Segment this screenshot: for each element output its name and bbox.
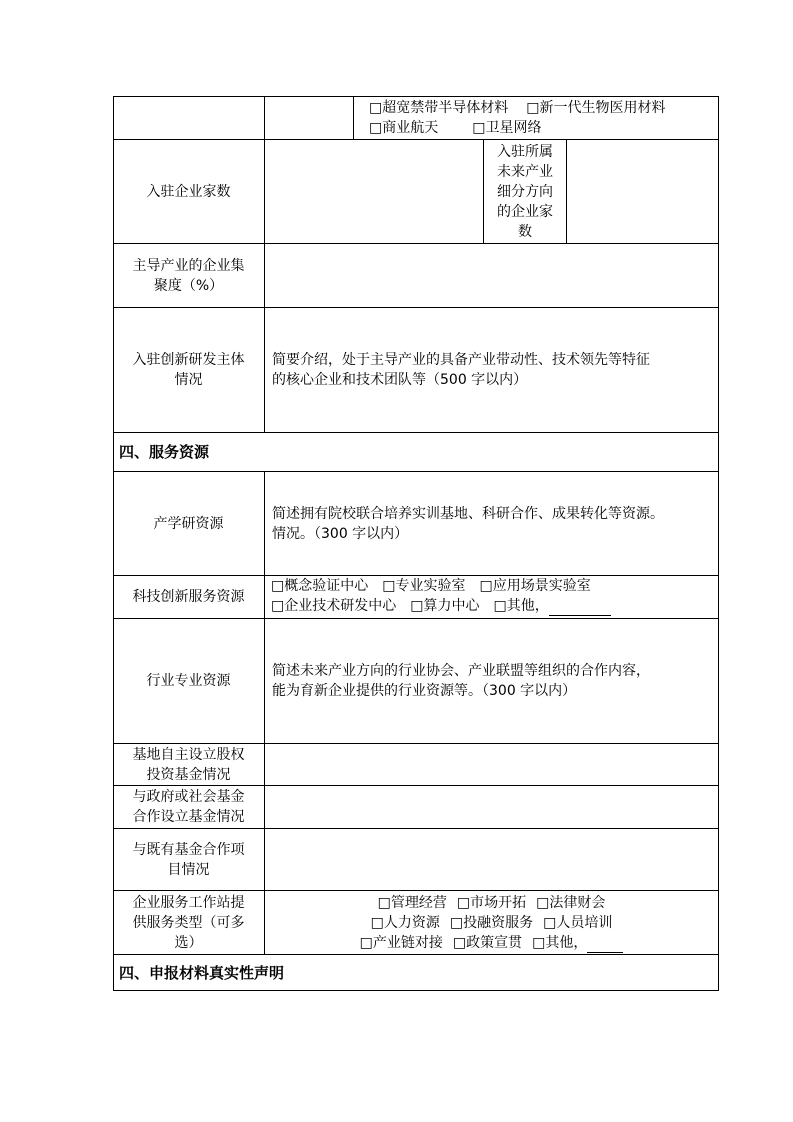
label-line: 与政府或社会基金 <box>132 789 245 805</box>
other-blank-field[interactable] <box>549 601 611 616</box>
existing-fund-label <box>113 829 264 890</box>
option-checkbox[interactable]: □市场开拓 <box>456 894 527 911</box>
option-checkbox[interactable]: □企业技术研发中心 <box>271 598 397 614</box>
other-blank-field[interactable] <box>587 938 623 953</box>
option-checkbox[interactable]: □投融资服务 <box>449 914 534 931</box>
table-border-bottom <box>113 990 719 991</box>
label-line: 主导产业的企业集 <box>132 257 245 274</box>
label-line: 投资基金情况 <box>146 766 231 783</box>
label-line: 的企业家 <box>497 203 553 220</box>
tech-service-options <box>265 576 718 618</box>
label-line: 目情况 <box>167 861 210 878</box>
concentration-field[interactable] <box>265 244 718 307</box>
iur-resources-label: 产学研资源 <box>153 515 224 532</box>
hint-text: 能为育新企业提供的行业资源等。（300 字以内） <box>272 683 577 699</box>
section-header-declaration: 四、申报材料真实性声明 <box>119 963 285 982</box>
hint-text: 简述未来产业方向的行业协会、产业联盟等组织的合作内容， <box>272 663 650 679</box>
tech-service-label: 科技创新服务资源 <box>132 589 245 605</box>
industry-resources-field[interactable] <box>265 619 718 743</box>
service-station-label <box>113 891 264 954</box>
option-checkbox[interactable]: □商业航天 <box>369 120 439 136</box>
label-line: 入驻所属 <box>497 143 553 160</box>
option-checkbox[interactable]: □人员培训 <box>543 914 613 931</box>
option-checkbox[interactable]: □其他， <box>532 934 588 951</box>
tech-direction-options <box>354 96 718 139</box>
service-station-options <box>265 891 718 954</box>
gov-fund-field[interactable] <box>265 786 718 828</box>
option-checkbox[interactable]: □其他， <box>493 598 549 614</box>
companies-count-label: 入驻企业家数 <box>146 183 231 200</box>
hint-text: 简要介绍，处于主导产业的具备产业带动性、技术领先等特征 <box>272 352 650 368</box>
label-line: 选） <box>174 934 203 951</box>
label-line: 入驻创新研发主体 <box>132 352 245 368</box>
hint-text: 情况。（300 字以内） <box>272 525 409 542</box>
sub-direction-companies-field[interactable] <box>567 140 718 243</box>
label-line: 基地自主设立股权 <box>132 746 245 763</box>
label-line: 企业服务工作站提 <box>132 894 245 911</box>
label-line: 细分方向 <box>497 183 553 200</box>
hint-text: 简述拥有院校联合培养实训基地、科研合作、成果转化等资源。 <box>272 505 664 522</box>
option-checkbox[interactable]: □专业实验室 <box>382 578 466 594</box>
equity-fund-label <box>113 744 264 785</box>
option-checkbox[interactable]: □算力中心 <box>410 598 480 614</box>
option-checkbox[interactable]: □人力资源 <box>370 914 440 931</box>
sub-direction-companies-label <box>484 140 566 243</box>
hint-text: 的核心企业和技术团队等（500 字以内） <box>272 372 528 388</box>
gov-fund-label <box>113 786 264 828</box>
option-checkbox[interactable]: □政策宣贯 <box>452 934 523 951</box>
label-line: 情况 <box>174 372 203 388</box>
industry-resources-label: 行业专业资源 <box>146 673 231 689</box>
rd-entities-field[interactable] <box>265 308 718 432</box>
rd-entities-label <box>113 308 264 432</box>
option-checkbox[interactable]: □应用场景实验室 <box>479 578 591 594</box>
option-checkbox[interactable]: □新一代生物医用材料 <box>526 100 666 116</box>
section-header-service-resources: 四、服务资源 <box>119 443 210 461</box>
label-line: 合作设立基金情况 <box>132 809 245 825</box>
option-checkbox[interactable]: □超宽禁带半导体材料 <box>369 100 509 116</box>
option-checkbox[interactable]: □法律财会 <box>536 894 606 911</box>
application-form-table <box>113 96 718 990</box>
equity-fund-field[interactable] <box>265 744 718 785</box>
label-line: 聚度（%） <box>153 277 224 294</box>
label-line: 数 <box>518 223 532 240</box>
option-checkbox[interactable]: □卫星网络 <box>472 120 542 136</box>
label-line: 未来产业 <box>497 163 553 180</box>
option-checkbox[interactable]: □产业链对接 <box>359 934 443 951</box>
label-line: 与既有基金合作项 <box>132 841 245 858</box>
table-border-right <box>718 96 719 991</box>
option-checkbox[interactable]: □管理经营 <box>377 894 447 911</box>
iur-resources-field[interactable] <box>265 472 718 575</box>
existing-fund-field[interactable] <box>265 829 718 890</box>
companies-count-field[interactable] <box>265 140 483 243</box>
concentration-label <box>113 244 264 307</box>
option-checkbox[interactable]: □概念验证中心 <box>271 578 369 594</box>
label-line: 供服务类型（可多 <box>132 914 245 931</box>
